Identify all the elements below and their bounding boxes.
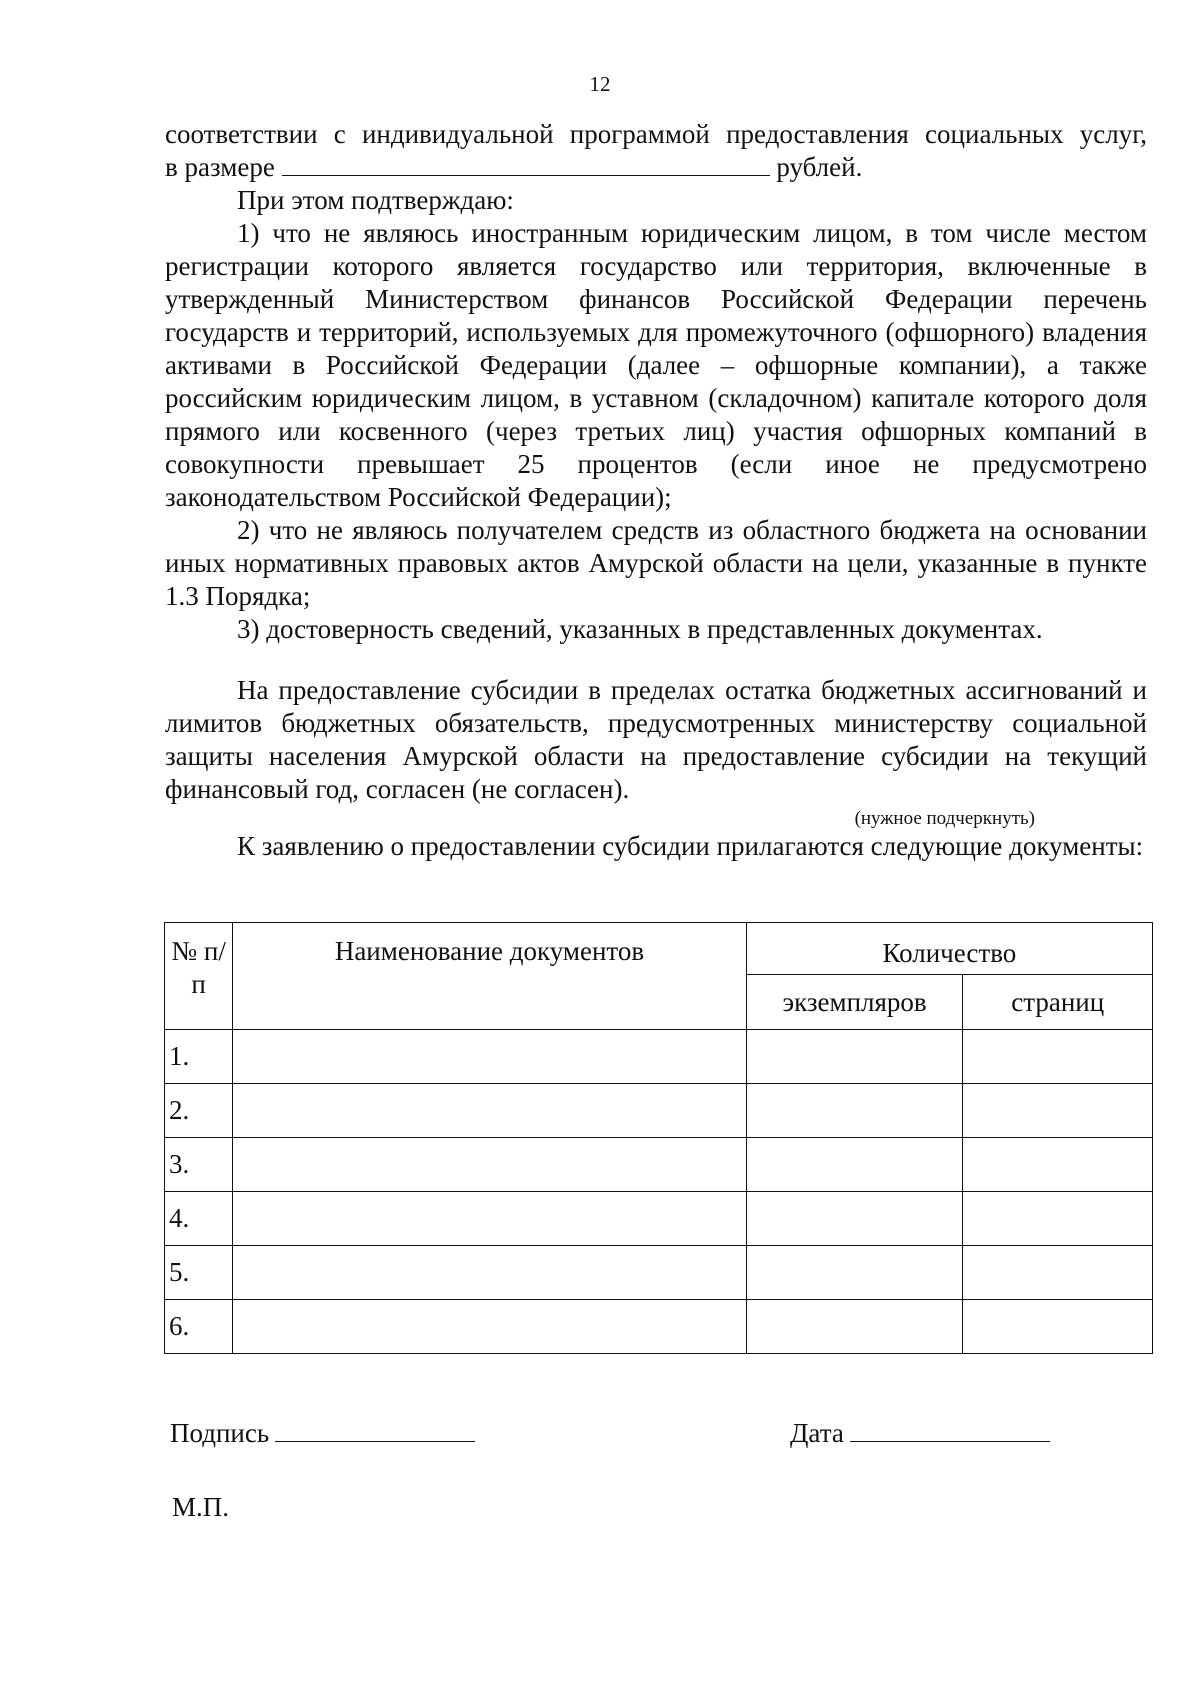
pages-cell[interactable]: [963, 1192, 1153, 1246]
header-quantity: Количество: [746, 923, 1152, 975]
documents-table: [164, 922, 1153, 1354]
table-row: [165, 1030, 1153, 1084]
table-row: [165, 1138, 1153, 1192]
signature-label: Подпись: [170, 1418, 270, 1448]
date-label: Дата: [790, 1418, 844, 1448]
pages-cell[interactable]: [963, 1084, 1153, 1138]
table-header-row: [165, 923, 1153, 975]
body-text: [165, 118, 1147, 646]
table-row: [165, 1192, 1153, 1246]
document-name-cell[interactable]: [233, 1030, 747, 1084]
amount-unit: рублей.: [776, 152, 863, 182]
document-name-cell[interactable]: [233, 1138, 747, 1192]
row-number: 1.: [165, 1030, 233, 1084]
pages-cell[interactable]: [963, 1300, 1153, 1354]
attachments-block: [165, 830, 1147, 863]
stamp-placeholder: М.П.: [172, 1492, 230, 1522]
table-row: [165, 1246, 1153, 1300]
row-number: 6.: [165, 1300, 233, 1354]
consent-hint: (нужное подчеркнуть): [854, 808, 1035, 829]
copies-cell[interactable]: [746, 1138, 963, 1192]
confirmation-2: 2) что не являюсь получателем средств из областного бюджета на основании иных нормативных правовых актов Амурской области на цели, указанные в пункте 1.3 Порядка;: [165, 515, 1147, 611]
table-row: [165, 1084, 1153, 1138]
table-row: [165, 1300, 1153, 1354]
signature-field: [170, 1418, 475, 1449]
amount-line: [165, 151, 1147, 184]
confirmation-3: 3) достоверность сведений, указанных в представленных документах.: [237, 614, 1043, 644]
document-name-cell[interactable]: [233, 1246, 747, 1300]
amount-blank[interactable]: [282, 151, 770, 176]
row-number: 4.: [165, 1192, 233, 1246]
confirm-lead: При этом подтверждаю:: [237, 185, 514, 215]
amount-label: в размере: [165, 152, 275, 182]
copies-cell[interactable]: [746, 1030, 963, 1084]
document-name-cell[interactable]: [233, 1084, 747, 1138]
page-number: 12: [589, 72, 611, 96]
header-document-name: Наименование документов: [233, 923, 747, 1030]
header-copies: экземпляров: [746, 975, 963, 1030]
copies-cell[interactable]: [746, 1192, 963, 1246]
consent-text: На предоставление субсидии в пределах остатка бюджетных ассигнований и лимитов бюджетных обязательств, предусмотренных министерству социальной защиты населения Амурской области на предоставление субсидии на текущий финансовый год, согласен (не согласен).: [165, 675, 1147, 804]
pages-cell[interactable]: [963, 1030, 1153, 1084]
pages-cell[interactable]: [963, 1138, 1153, 1192]
attachments-intro: К заявлению о предоставлении субсидии прилагаются следующие документы:: [237, 831, 1144, 861]
signature-blank[interactable]: [275, 1419, 475, 1442]
header-number: № п/п: [165, 923, 233, 1030]
document-name-cell[interactable]: [233, 1192, 747, 1246]
pages-cell[interactable]: [963, 1246, 1153, 1300]
consent-block: [165, 674, 1147, 830]
confirmation-1: 1) что не являюсь иностранным юридическим лицом, в том числе местом регистрации которого является государство или территория, включенные в утвержденный Министерством финансов Российской Федерации перечень государств и территорий, используемых для промежуточного (офшорного) владения активами в Российской Федерации (далее – офшорные компании), а также российским юридическим лицом, в уставном (складочном) капитале которого доля прямого или косвенного (через третьих лиц) участия офшорных компаний в совокупности превышает 25 процентов (если иное не предусмотрено законодательством Российской Федерации);: [165, 218, 1147, 512]
date-blank[interactable]: [850, 1419, 1050, 1442]
copies-cell[interactable]: [746, 1084, 963, 1138]
row-number: 2.: [165, 1084, 233, 1138]
document-name-cell[interactable]: [233, 1300, 747, 1354]
header-pages: страниц: [963, 975, 1153, 1030]
date-field: [790, 1418, 1050, 1449]
intro-line: соответствии с индивидуальной программой предоставления социальных услуг,: [165, 119, 1147, 149]
row-number: 3.: [165, 1138, 233, 1192]
copies-cell[interactable]: [746, 1300, 963, 1354]
copies-cell[interactable]: [746, 1246, 963, 1300]
row-number: 5.: [165, 1246, 233, 1300]
